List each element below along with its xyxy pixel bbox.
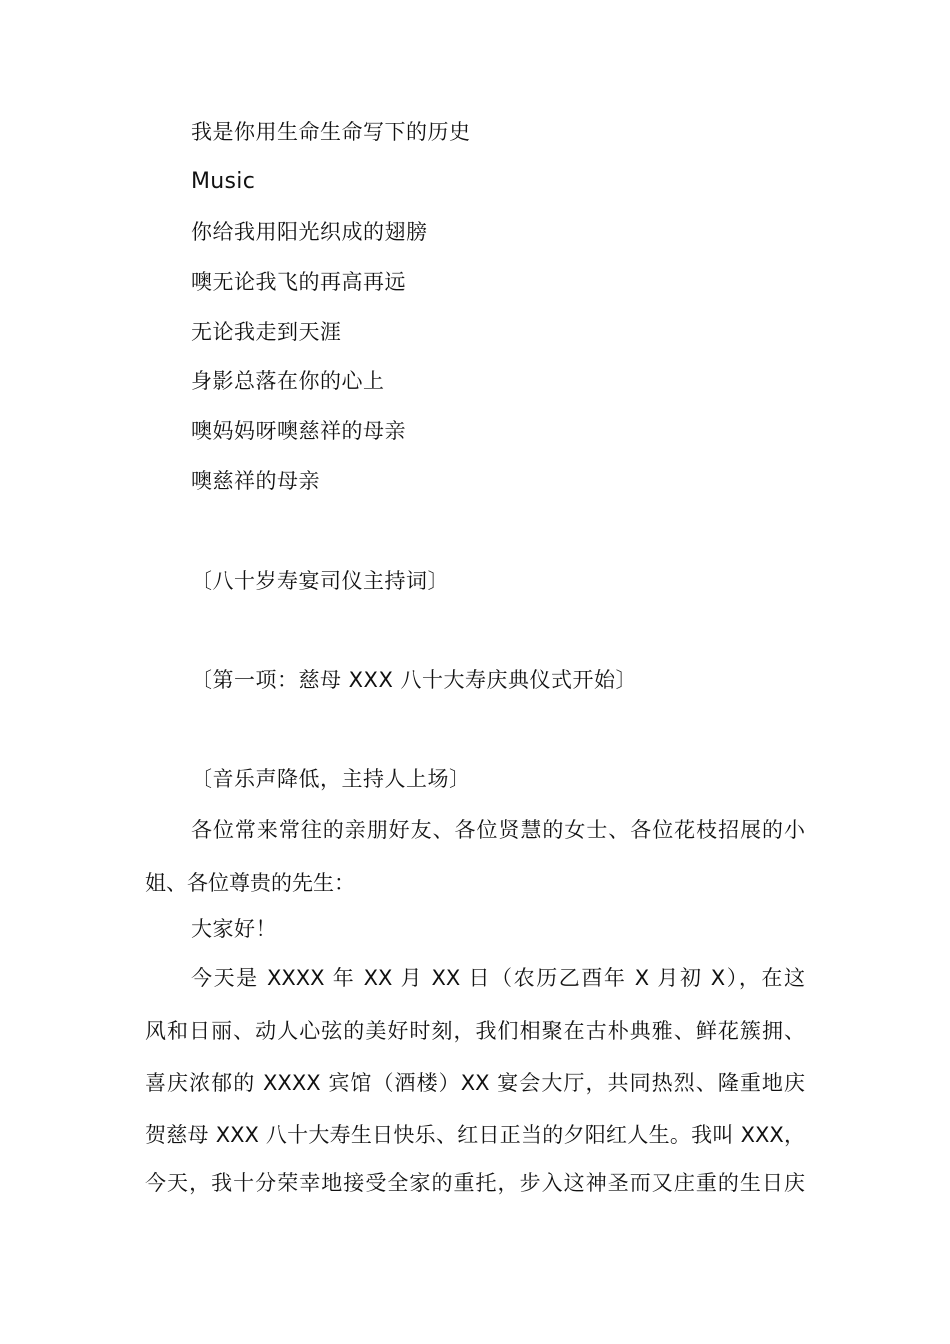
paragraph-line: 贺慈母 XXX 八十大寿生日快乐、红日正当的夕阳红人生。我叫 XXX， <box>145 1123 805 1147</box>
lyric-line: 噢慈祥的母亲 <box>191 469 320 493</box>
stage-direction: 〔音乐声降低，主持人上场〕 <box>191 767 471 791</box>
lyric-line: 你给我用阳光织成的翅膀 <box>191 220 428 244</box>
section-title: 〔八十岁寿宴司仪主持词〕 <box>191 569 449 593</box>
greeting-text: 大家好！ <box>191 917 277 941</box>
paragraph-line: 今天是 XXXX 年 XX 月 XX 日（农历乙酉年 X 月初 X），在这 <box>191 966 805 990</box>
lyric-line: 噢无论我飞的再高再远 <box>191 270 406 294</box>
paragraph-line: 姐、各位尊贵的先生： <box>145 871 355 895</box>
lyric-line: 噢妈妈呀噢慈祥的母亲 <box>191 419 406 443</box>
paragraph-line: 各位常来常往的亲朋好友、各位贤慧的女士、各位花枝招展的小 <box>191 818 805 842</box>
paragraph-line: 今天，我十分荣幸地接受全家的重托，步入这神圣而又庄重的生日庆 <box>145 1171 805 1195</box>
lyric-line: 身影总落在你的心上 <box>191 369 385 393</box>
paragraph-line: 风和日丽、动人心弦的美好时刻，我们相聚在古朴典雅、鲜花簇拥、 <box>145 1019 805 1043</box>
lyric-line: 我是你用生命生命写下的历史 <box>191 120 471 144</box>
paragraph-line: 喜庆浓郁的 XXXX 宾馆（酒楼）XX 宴会大厅，共同热烈、隆重地庆 <box>145 1071 805 1095</box>
lyric-line: Music <box>191 169 256 194</box>
lyric-line: 无论我走到天涯 <box>191 320 342 344</box>
section-heading: 〔第一项：慈母 XXX 八十大寿庆典仪式开始〕 <box>191 668 638 692</box>
